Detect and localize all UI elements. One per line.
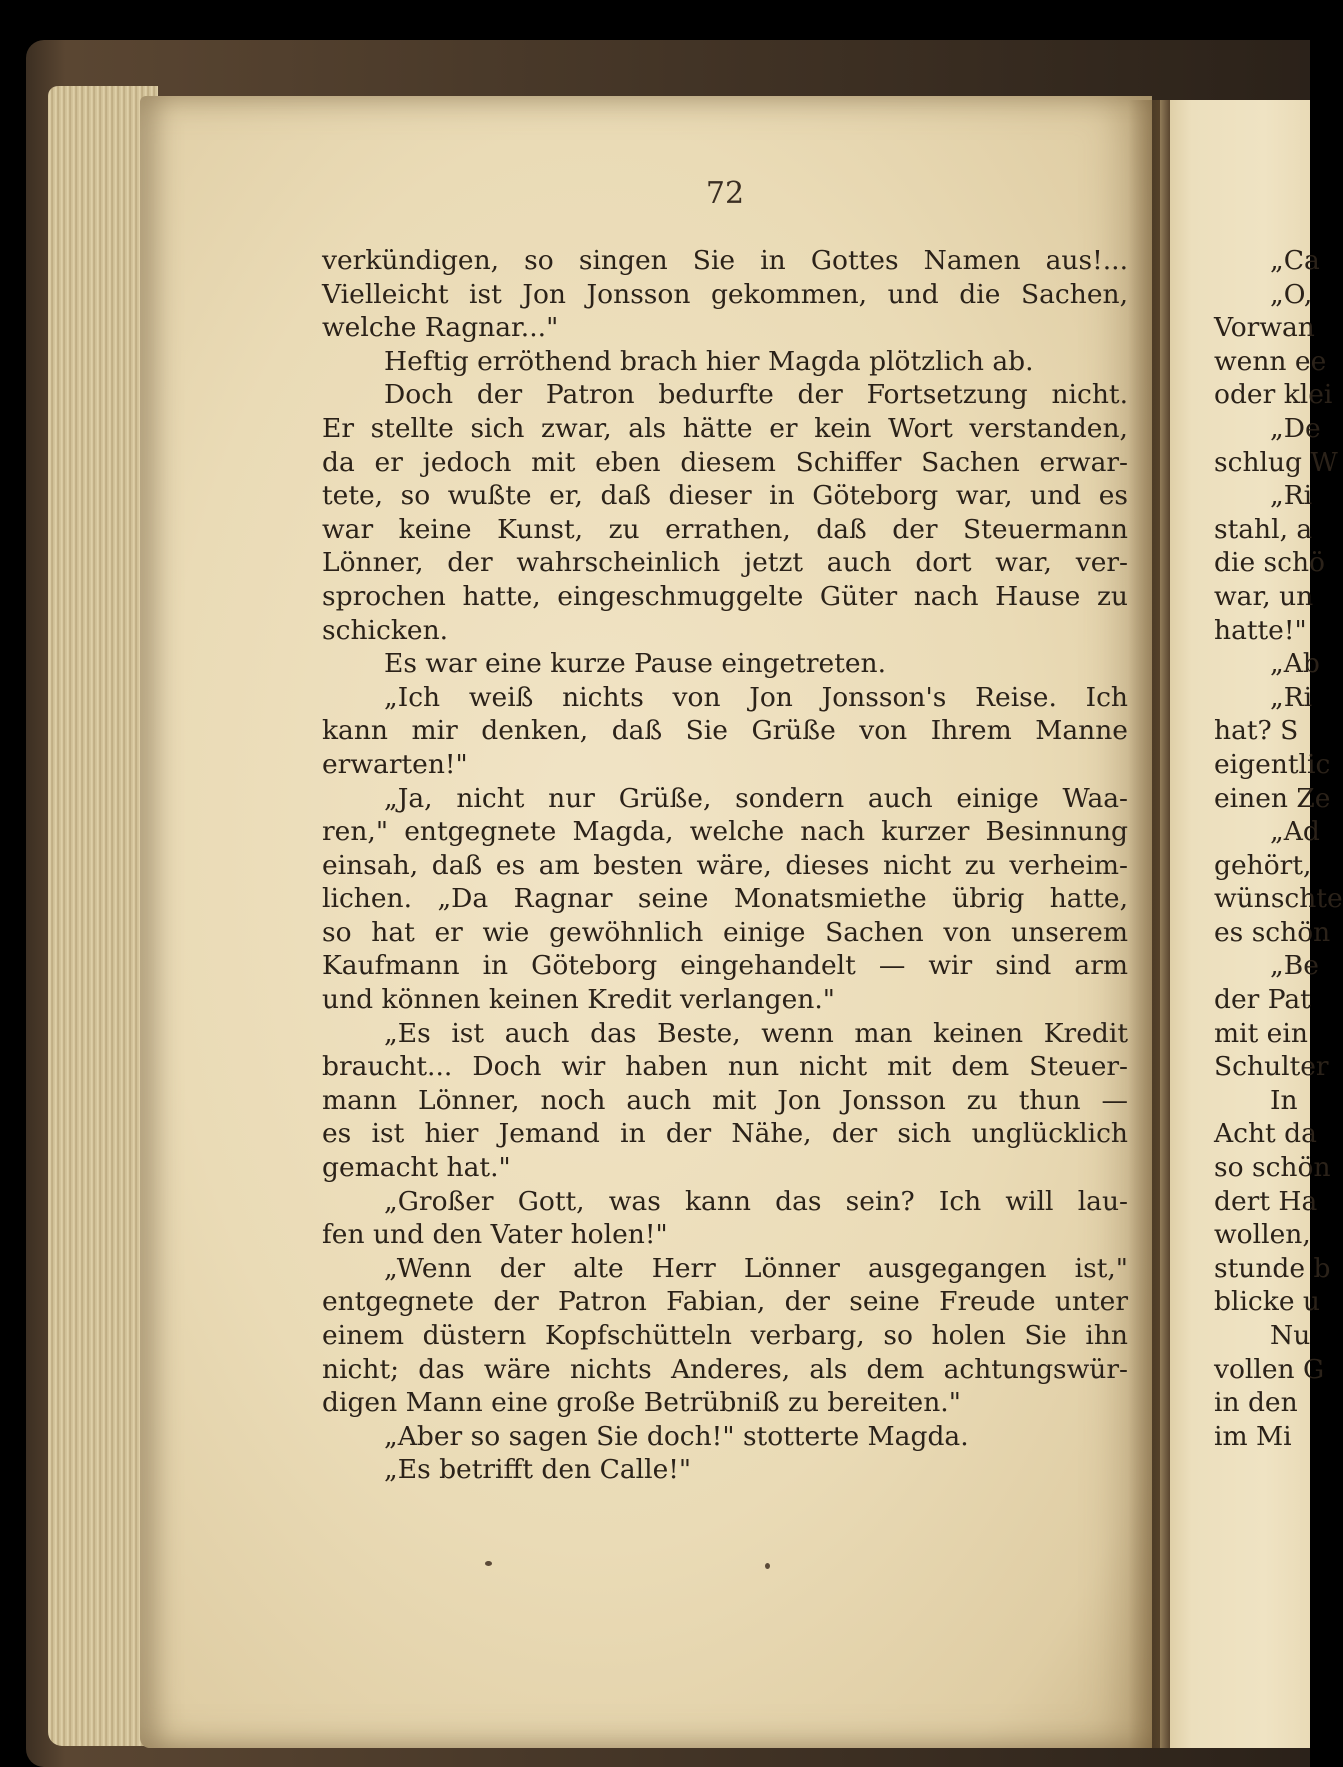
text-line: da er jedoch mit eben diesem Schiffer Sachen erwar- (322, 446, 1128, 478)
ink-speck (485, 1561, 492, 1566)
text-line: „Es ist auch das Beste, wenn man keinen Kredit (384, 1017, 1128, 1049)
text-line: einsah, daß es am besten wäre, dieses nicht zu verheim- (322, 849, 1128, 881)
text-line: mann Lönner, noch auch mit Jon Jonsson zu thun — (322, 1084, 1128, 1116)
text-line: war keine Kunst, zu errathen, daß der Steuermann (322, 513, 1128, 545)
text-line: „Aber so sagen Sie doch!" stotterte Magda. (384, 1420, 969, 1452)
text-line: wollen, (1214, 1219, 1311, 1251)
text-line: gehört, (1214, 849, 1312, 881)
left-page-text (322, 244, 1128, 1487)
text-line: schicken. (322, 614, 449, 646)
page-number: 72 (705, 176, 745, 211)
text-line: so schön (1214, 1152, 1331, 1184)
text-line: „Ab (1270, 648, 1320, 680)
text-line: „Es betrifft den Calle!" (384, 1454, 692, 1486)
text-line: wünschte (1214, 883, 1343, 915)
text-line: ren," entgegnete Magda, welche nach kurzer Besinnung (322, 816, 1128, 848)
text-line: „Wenn der alte Herr Lönner ausgegangen ist," (384, 1252, 1128, 1284)
text-line: Es war eine kurze Pause eingetreten. (384, 648, 887, 680)
text-line: „Be (1270, 950, 1319, 982)
text-line: „Großer Gott, was kann das sein? Ich will lau- (384, 1185, 1128, 1217)
right-page-text (1214, 244, 1343, 1453)
text-line: der Pat (1214, 984, 1311, 1016)
text-line: einem düstern Kopfschütteln verbarg, so holen Sie ihn (322, 1320, 1128, 1351)
text-line: es schön (1214, 916, 1331, 948)
text-line: wenn ee (1214, 345, 1327, 377)
text-line: stunde b (1214, 1252, 1331, 1284)
text-line: Lönner, der wahrscheinlich jetzt auch dort war, ver- (322, 547, 1128, 579)
text-line: fen und den Vater holen!" (322, 1219, 668, 1251)
text-line: und können keinen Kredit verlangen." (322, 984, 835, 1016)
text-line: im Mi (1214, 1420, 1292, 1452)
text-line: gemacht hat." (322, 1152, 511, 1184)
text-line: hat? S (1214, 715, 1299, 747)
text-line: Doch der Patron bedurfte der Fortsetzung nicht. (384, 379, 1128, 411)
text-line: die schö (1214, 547, 1326, 579)
text-line: lichen. „Da Ragnar seine Monatsmiethe übrig hatte, (322, 883, 1128, 915)
text-line: „Ja, nicht nur Grüße, sondern auch einige Waa- (384, 782, 1128, 814)
text-line: In (1270, 1084, 1298, 1116)
text-line: Vielleicht ist Jon Jonsson gekommen, und die Sachen, (322, 278, 1128, 310)
text-line: welche Ragnar..." (322, 312, 559, 344)
text-line: hatte!" (1214, 614, 1307, 646)
text-line: Schulter (1214, 1051, 1329, 1083)
text-line: braucht... Doch wir haben nun nicht mit dem Steuer- (322, 1051, 1128, 1083)
text-line: entgegnete der Patron Fabian, der seine Freude unter (322, 1286, 1128, 1318)
text-line: blicke u (1214, 1286, 1320, 1318)
text-line: war, un (1214, 580, 1314, 612)
text-line: erwarten!" (322, 748, 468, 780)
text-line: kann mir denken, daß Sie Grüße von Ihrem Manne (322, 715, 1128, 747)
text-line: oder klei (1214, 379, 1333, 411)
text-line: vollen G (1214, 1353, 1325, 1385)
text-line: digen Mann eine große Betrübniß zu bereiten." (322, 1387, 961, 1419)
text-line: dert Ha (1214, 1185, 1318, 1217)
text-line: nicht; das wäre nichts Anderes, als dem achtungswür- (322, 1353, 1128, 1385)
text-line: „Ri (1270, 681, 1313, 713)
text-line: Nu (1270, 1320, 1311, 1351)
text-line: Vorwan (1214, 312, 1315, 344)
text-line: „Ca (1270, 245, 1320, 276)
text-line: stahl, a (1214, 513, 1313, 545)
text-line: „Ich weiß nichts von Jon Jonsson's Reise. Ich (384, 681, 1128, 713)
text-line: „De (1270, 412, 1321, 444)
text-line: tete, so wußte er, daß dieser in Göteborg war, und es (322, 480, 1128, 512)
text-line: Heftig erröthend brach hier Magda plötzlich ab. (384, 345, 1034, 377)
text-line: sprochen hatte, eingeschmuggelte Güter nach Hause zu (322, 580, 1128, 612)
text-line: es ist hier Jemand in der Nähe, der sich unglücklich (322, 1118, 1128, 1150)
text-line: einen Ze (1214, 782, 1331, 814)
text-line: eigentlic (1214, 748, 1331, 780)
text-line: mit ein (1214, 1017, 1308, 1049)
text-line: schlug W (1214, 446, 1338, 478)
text-line: Kaufmann in Göteborg eingehandelt — wir sind arm (322, 950, 1128, 982)
text-line: Acht da (1214, 1118, 1317, 1150)
ink-speck (765, 1563, 770, 1569)
text-line: „O, (1270, 278, 1313, 310)
text-line: „Ad (1270, 816, 1320, 848)
text-line: verkündigen, so singen Sie in Gottes Namen aus!... (322, 245, 1128, 276)
text-line: Er stellte sich zwar, als hätte er kein Wort verstanden, (322, 412, 1128, 444)
text-line: „Ri (1270, 480, 1313, 512)
text-line: in den (1214, 1387, 1298, 1419)
book-gutter (1128, 100, 1170, 1748)
text-line: so hat er wie gewöhnlich einige Sachen von unserem (322, 916, 1128, 948)
